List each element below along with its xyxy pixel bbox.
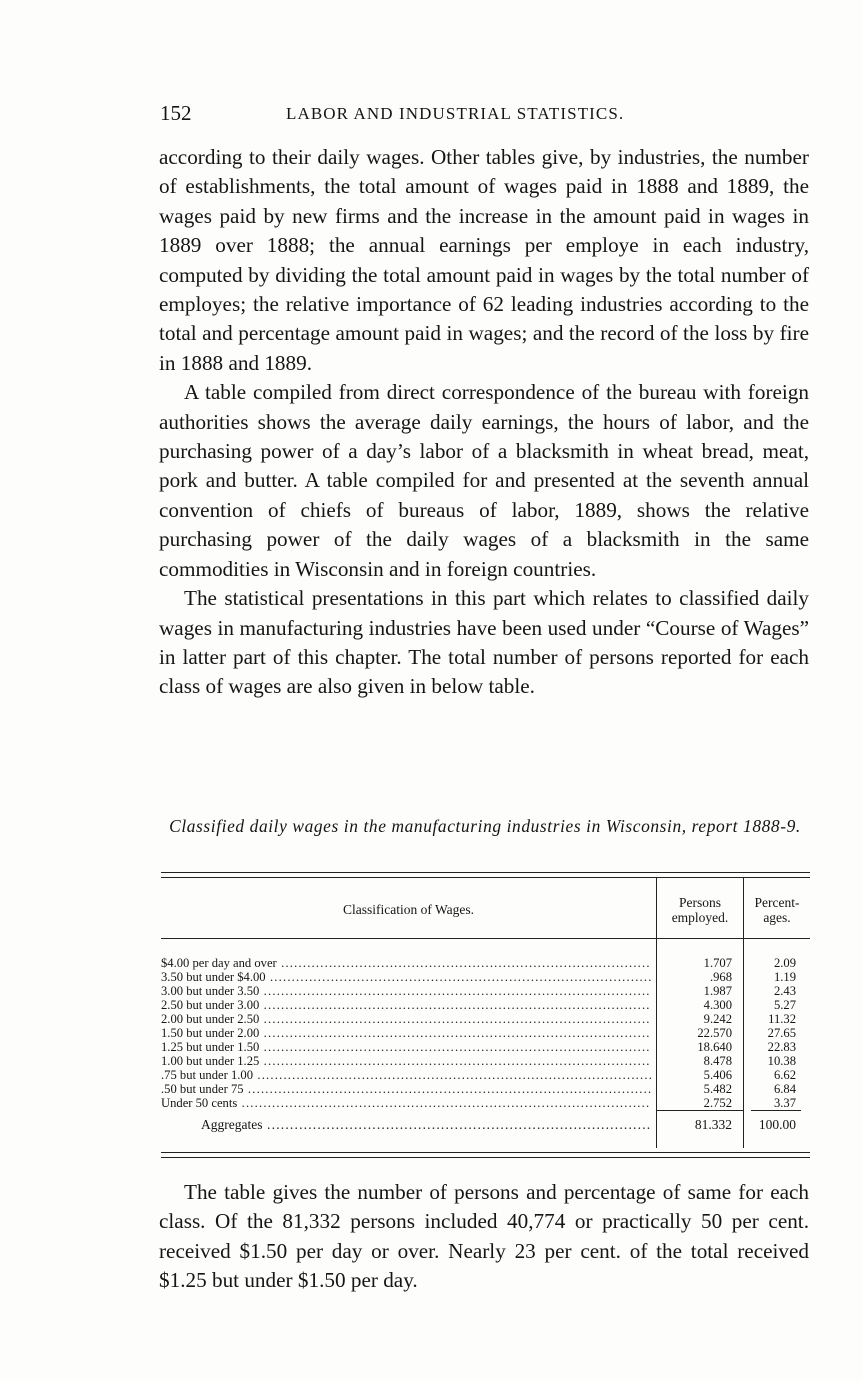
percent-value: 5.27: [773, 998, 796, 1012]
percent-value: 3.37: [773, 1096, 796, 1110]
header-percent-line2: ages.: [763, 910, 791, 925]
percent-value: 2.09: [773, 956, 796, 970]
page-number: 152: [160, 101, 192, 125]
table-bottom-rule-outer: [161, 1157, 810, 1158]
wage-class: 3.00 but under 3.50 .....: [161, 984, 651, 998]
table-row: [161, 998, 810, 1012]
header-percentages: [744, 895, 810, 925]
table-row: [161, 984, 810, 998]
persons-value: 5.482: [703, 1082, 732, 1096]
percent-value: 6.84: [773, 1082, 796, 1096]
wage-class: 2.50 but under 3.00 .....: [161, 998, 651, 1012]
persons-value: 5.406: [703, 1068, 732, 1082]
wage-class: $4.00 per day and over .....: [161, 956, 651, 970]
aggregate-label: Aggregates .....: [201, 1117, 651, 1133]
percent-value: 27.65: [767, 1026, 796, 1040]
header-persons-employed: [657, 895, 743, 925]
running-head-title: LABOR AND INDUSTRIAL STATISTICS.: [286, 104, 625, 123]
table-row: [161, 1096, 810, 1110]
table-row: [161, 970, 810, 984]
paragraph-foreign-table: A table compiled from direct correspondence of the bureau with foreign authorities shows the average daily earnings, the hours of labor, and the purchasing power of a day’s labor of a blacksmith in wheat bread, meat, pork and butter. A table compiled for and presented at the seventh annual convention of chiefs of bureaus of labor, 1889, shows the relative purchasing power of the daily wages of a blacksmith in the same commodities in Wisconsin and in foreign countries.: [159, 380, 809, 581]
percent-sum-rule: [751, 1110, 801, 1111]
wage-class: .75 but under 1.00 .....: [161, 1068, 651, 1082]
percent-value: 6.62: [773, 1068, 796, 1082]
table-caption: Classified daily wages in the manufacturing industries in Wisconsin, report 1888-9.: [169, 816, 801, 836]
paragraph-continued: according to their daily wages. Other tables give, by industries, the number of establishments, the total amount of wages paid in 1888 and 1889, the wages paid by new firms and the increase in the amount paid in wages in 1889 over 1888; the annual earnings per employe in each industry, computed by dividing the total amount paid in wages by the total number of employes; the relative importance of 62 leading industries according to the total and percentage amount paid in wages; and the record of the loss by fire in 1888 and 1889.: [159, 145, 809, 375]
table-bottom-rule: [161, 1152, 810, 1153]
wage-class: .50 but under 75 .....: [161, 1082, 651, 1096]
persons-value: 1.987: [703, 984, 732, 998]
header-bottom-rule: [161, 938, 810, 939]
header-persons-line1: Persons: [678, 895, 721, 910]
intro-text: [159, 143, 809, 702]
persons-value: 2.752: [703, 1096, 732, 1110]
wage-class: 1.25 but under 1.50 .....: [161, 1040, 651, 1054]
table-top-rule: [161, 872, 810, 873]
running-head: [160, 101, 810, 125]
percent-value: 2.43: [773, 984, 796, 998]
percent-value: 10.38: [767, 1054, 796, 1068]
persons-value: 4.300: [703, 998, 732, 1012]
persons-sum-rule: [656, 1110, 744, 1111]
persons-value: 9.242: [703, 1012, 732, 1026]
percent-value: 22.83: [767, 1040, 796, 1054]
persons-value: .968: [709, 970, 732, 984]
wage-class: Under 50 cents .....: [161, 1096, 651, 1110]
wage-class: 1.00 but under 1.25 .....: [161, 1054, 651, 1068]
wage-class: 2.00 but under 2.50 .....: [161, 1012, 651, 1026]
table-body: [161, 956, 810, 1110]
table-row: [161, 956, 810, 970]
table-row: [161, 1012, 810, 1026]
persons-value: 18.640: [697, 1040, 732, 1054]
aggregate-percent: 100.00: [758, 1117, 796, 1132]
persons-value: 1.707: [703, 956, 732, 970]
table-row: [161, 1026, 810, 1040]
closing-text: [159, 1178, 809, 1296]
table-row: [161, 1040, 810, 1054]
header-classification: Classification of Wages.: [342, 902, 474, 917]
persons-value: 22.570: [697, 1026, 732, 1040]
wage-class: 3.50 but under $4.00 .....: [161, 970, 651, 984]
header-persons-line2: employed.: [671, 910, 729, 925]
table-top-rule-inner: [161, 877, 810, 878]
aggregate-row: [161, 1117, 810, 1133]
paragraph-summary: The table gives the number of persons and percentage of same for each class. Of the 81,332 persons included 40,774 or practically 50 per cent. received $1.50 per day or over. Nearly 23 per cent. of the total received $1.25 but under $1.50 per day.: [159, 1180, 809, 1293]
aggregate-persons: 81.332: [694, 1117, 732, 1132]
wage-class: 1.50 but under 2.00 .....: [161, 1026, 651, 1040]
persons-value: 8.478: [703, 1054, 732, 1068]
table-row: [161, 1082, 810, 1096]
table-row: [161, 1068, 810, 1082]
percent-value: 1.19: [773, 970, 796, 984]
header-percent-line1: Percent-: [754, 895, 800, 910]
paragraph-statistical-presentations: The statistical presentations in this part which relates to classified daily wages in manufacturing industries have been used under “Course of Wages” in latter part of this chapter. The total number of persons reported for each class of wages are also given in below table.: [159, 586, 809, 699]
wages-table: [161, 872, 810, 1160]
table-row: [161, 1054, 810, 1068]
percent-value: 11.32: [768, 1012, 796, 1026]
